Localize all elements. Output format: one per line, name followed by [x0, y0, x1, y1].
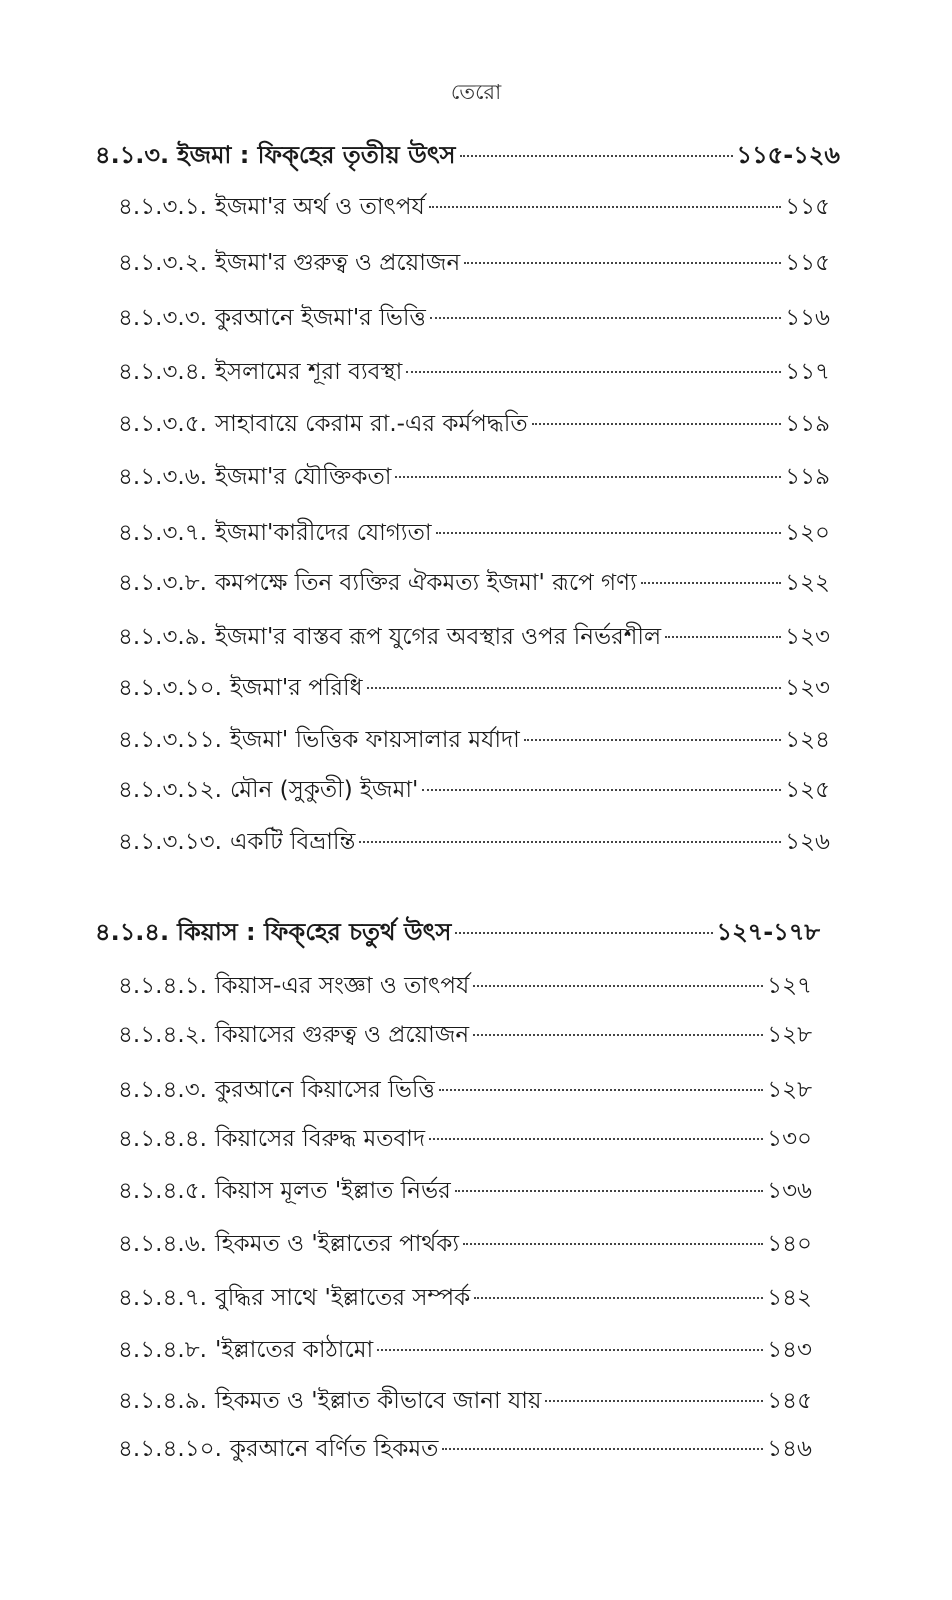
toc-number: ৪.১.৪.১. — [118, 973, 207, 999]
dot-leader — [455, 932, 712, 934]
toc-entry — [118, 827, 830, 857]
toc-title: কিয়াস : ফিক্‌হের চতুর্থ উৎস — [177, 918, 452, 946]
toc-number: ৪.১.৪. — [95, 918, 170, 946]
toc-number: ৪.১.৩.১৩. — [118, 829, 222, 855]
toc-page: ১২৮ — [767, 1077, 812, 1103]
toc-entry — [118, 462, 830, 492]
toc-title: কুরআনে ইজমা'র ভিত্তি — [215, 305, 426, 331]
toc-title: ইজমা'র অর্থ ও তাৎপর্য — [214, 194, 425, 220]
dot-leader — [532, 423, 782, 425]
toc-page: ১২৭ — [767, 973, 812, 999]
toc-number: ৪.১.৩.১০. — [118, 675, 222, 701]
toc-page: ১৩৬ — [767, 1178, 812, 1204]
toc-entry — [118, 1434, 812, 1464]
toc-page: ১১৫ — [785, 250, 830, 276]
toc-number: ৪.১.৩.৬. — [118, 464, 208, 490]
dot-leader — [429, 206, 782, 208]
toc-entry — [118, 568, 830, 598]
dot-leader — [473, 985, 763, 987]
toc-entry — [118, 1229, 812, 1259]
toc-number: ৪.১.৩. — [95, 141, 170, 169]
toc-entry — [118, 971, 812, 1001]
toc-entry — [118, 1386, 812, 1416]
dot-leader — [430, 317, 781, 319]
dot-leader — [463, 1243, 763, 1245]
toc-number: ৪.১.৩.৮. — [118, 570, 207, 596]
toc-title: 'ইল্লাতের কাঠামো — [214, 1337, 374, 1363]
dot-leader — [442, 1448, 763, 1450]
toc-title: ইজমা' ভিত্তিক ফায়সালার মর্যাদা — [229, 727, 520, 753]
toc-number: ৪.১.৩.১১. — [118, 727, 222, 753]
toc-page: ১২৩ — [785, 624, 830, 650]
toc-title: কিয়াসের গুরুত্ব ও প্রয়োজন — [214, 1022, 470, 1048]
toc-entry — [118, 1075, 812, 1105]
toc-title: হিকমত ও 'ইল্লাতের পার্থক্য — [214, 1231, 460, 1257]
toc-page: ১১৭ — [785, 359, 830, 385]
toc-page: ১২৫ — [785, 777, 830, 803]
toc-page: ১১৬ — [785, 305, 830, 331]
toc-entry — [118, 248, 830, 278]
toc-page: ১২০ — [785, 520, 830, 546]
dot-leader — [474, 1297, 763, 1299]
toc-title: কুরআনে বর্ণিত হিকমত — [229, 1436, 439, 1462]
toc-number: ৪.১.৪.৯. — [118, 1388, 207, 1414]
toc-entry — [118, 518, 830, 548]
toc-number: ৪.১.৩.৯. — [118, 624, 207, 650]
toc-number: ৪.১.৪.৩. — [118, 1077, 207, 1103]
toc-title: ইজমা'র বাস্তব রূপ যুগের অবস্থার ওপর নির্ভরশীল — [214, 624, 662, 650]
toc-title: একটি বিভ্রান্তি — [229, 829, 356, 855]
toc-title: ইজমা : ফিক্‌হের তৃতীয় উৎস — [177, 141, 456, 169]
toc-title: ইসলামের শূরা ব্যবস্থা — [214, 359, 403, 385]
dot-leader — [367, 687, 782, 689]
toc-entry — [118, 1124, 812, 1154]
dot-leader — [464, 262, 781, 264]
toc-title: কিয়াস মূলত 'ইল্লাত নির্ভর — [214, 1178, 451, 1204]
toc-page: ১১৯ — [785, 411, 830, 437]
toc-section-heading — [95, 917, 820, 947]
dot-leader — [359, 841, 781, 843]
toc-title: হিকমত ও 'ইল্লাত কীভাবে জানা যায় — [214, 1388, 542, 1414]
toc-entry — [118, 725, 830, 755]
dot-leader — [473, 1034, 763, 1036]
toc-number: ৪.১.৩.৪. — [118, 359, 207, 385]
toc-page: ১২৮ — [767, 1022, 812, 1048]
toc-title: কিয়াস-এর সংজ্ঞা ও তাৎপর্য — [214, 973, 470, 999]
toc-page: ১২২ — [785, 570, 830, 596]
toc-page: ১২৩ — [785, 675, 830, 701]
toc-page: ১৩০ — [767, 1126, 812, 1152]
toc-entry — [118, 1176, 812, 1206]
toc-entry — [118, 1335, 812, 1365]
toc-title: ইজমা'র গুরুত্ব ও প্রয়োজন — [215, 250, 461, 276]
dot-leader — [436, 532, 782, 534]
toc-page: ১২৭-১৭৮ — [716, 918, 820, 946]
toc-title: সাহাবায়ে কেরাম রা.-এর কর্মপদ্ধতি — [214, 411, 528, 437]
toc-title: কমপক্ষে তিন ব্যক্তির ঐকমত্য ইজমা' রূপে গণ্য — [214, 570, 637, 596]
toc-page: ১৪৬ — [767, 1436, 812, 1462]
dot-leader — [455, 1190, 763, 1192]
toc-page: ১১৯ — [785, 464, 830, 490]
toc-number: ৪.১.৪.৪. — [118, 1126, 207, 1152]
toc-number: ৪.১.৩.১২. — [118, 777, 222, 803]
toc-entry — [118, 409, 830, 439]
toc-number: ৪.১.৪.৭. — [118, 1285, 207, 1311]
toc-title: মৌন (সুকুতী) ইজমা' — [229, 777, 419, 803]
toc-number: ৪.১.৩.৩. — [118, 305, 208, 331]
toc-title: ইজমা'র পরিধি — [229, 675, 363, 701]
dot-leader — [665, 636, 781, 638]
toc-entry — [118, 1020, 812, 1050]
dot-leader — [439, 1089, 763, 1091]
toc-number: ৪.১.৩.১. — [118, 194, 207, 220]
toc-entry — [118, 622, 830, 652]
toc-page: ১১৫-১২৬ — [736, 141, 840, 169]
toc-title: কুরআনে কিয়াসের ভিত্তি — [214, 1077, 435, 1103]
toc-title: ইজমা'কারীদের যোগ্যতা — [215, 520, 432, 546]
toc-title: ইজমা'র যৌক্তিকতা — [215, 464, 392, 490]
toc-entry — [118, 192, 830, 222]
toc-entry — [118, 673, 830, 703]
toc-title: বুদ্ধির সাথে 'ইল্লাতের সম্পর্ক — [214, 1285, 471, 1311]
toc-number: ৪.১.৩.৭. — [118, 520, 208, 546]
toc-section-heading — [95, 140, 840, 170]
toc-page: ১৪৩ — [767, 1337, 812, 1363]
toc-page: ১৪২ — [767, 1285, 812, 1311]
toc-number: ৪.১.৪.৬. — [118, 1231, 207, 1257]
dot-leader — [545, 1400, 763, 1402]
toc-number: ৪.১.৪.২. — [118, 1022, 207, 1048]
dot-leader — [429, 1138, 763, 1140]
toc-number: ৪.১.৩.২. — [118, 250, 208, 276]
toc-title: কিয়াসের বিরুদ্ধ মতবাদ — [214, 1126, 426, 1152]
dot-leader — [377, 1349, 763, 1351]
toc-page: ১৪০ — [767, 1231, 812, 1257]
dot-leader — [641, 582, 782, 584]
toc-entry — [118, 357, 830, 387]
toc-number: ৪.১.৩.৫. — [118, 411, 207, 437]
toc-number: ৪.১.৪.৮. — [118, 1337, 207, 1363]
toc-page: ১৪৫ — [767, 1388, 812, 1414]
dot-leader — [460, 155, 733, 157]
toc-page: ১২৬ — [785, 829, 830, 855]
dot-leader — [406, 371, 781, 373]
dot-leader — [422, 789, 781, 791]
dot-leader — [395, 476, 781, 478]
toc-number: ৪.১.৪.৫. — [118, 1178, 207, 1204]
toc-page: ১১৫ — [785, 194, 830, 220]
toc-number: ৪.১.৪.১০. — [118, 1436, 222, 1462]
dot-leader — [524, 739, 781, 741]
toc-entry — [118, 303, 830, 333]
page-number-header: তেরো — [450, 80, 502, 104]
toc-page: ১২৪ — [785, 727, 830, 753]
toc-entry — [118, 775, 830, 805]
toc-entry — [118, 1283, 812, 1313]
